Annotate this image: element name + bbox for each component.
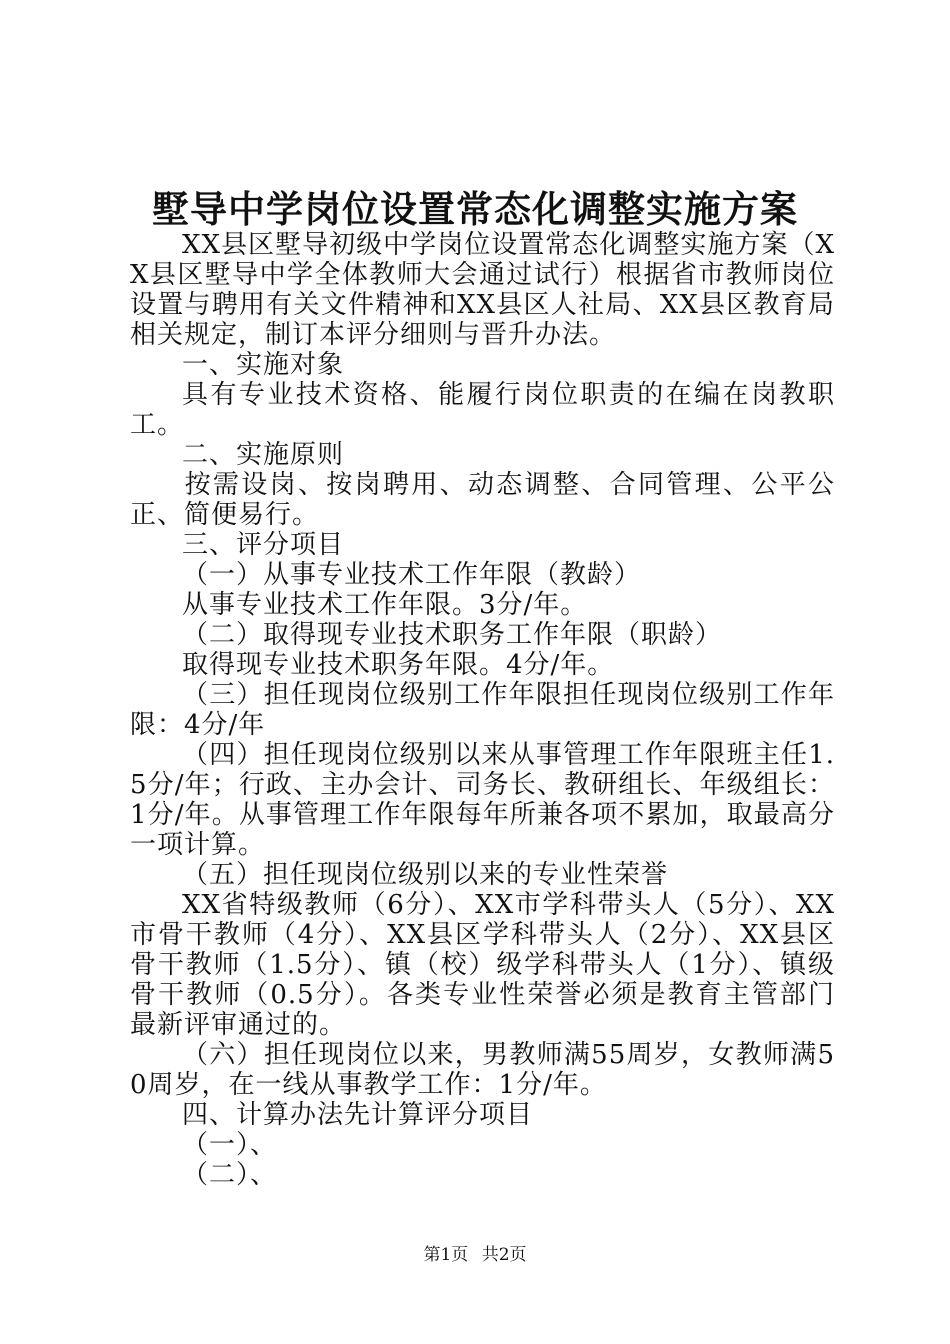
subheading-3: （三）担任现岗位级别工作年限担任现岗位级别工作年限：4分/年 — [130, 680, 835, 740]
paragraph-item-2: 取得现专业技术职务年限。4分/年。 — [182, 650, 615, 680]
paragraph-item-1: 从事专业技术工作年限。3分/年。 — [182, 590, 588, 620]
paragraph-honors: XX省特级教师（6分）、XX市学科带头人（5分）、XX市骨干教师（4分）、XX县区学科带头人（2分）、XX县区骨干教师（1.5分）、镇（校）级学科带头人（1分）、镇级骨干教师（0.5分）。各类专业性荣誉必须是教育主管部门最新评审通过的。 — [130, 890, 835, 1040]
page-total: 共2页 — [481, 1245, 527, 1265]
section-heading-3: 三、评分项目 — [182, 530, 345, 560]
paragraph-principle: 按需设岗、按岗聘用、动态调整、合同管理、公平公正、简便易行。 — [130, 470, 835, 530]
subheading-4: （四）担任现岗位级别以来从事管理工作年限班主任1.5分/年；行政、主办会计、司务长、教研组长、年级组长：1分/年。从事管理工作年限每年所兼各项不累加，取最高分一项计算。 — [130, 740, 835, 860]
section-heading-1: 一、实施对象 — [182, 350, 345, 380]
subheading-2: （二）取得现专业技术职务工作年限（职龄） — [182, 620, 723, 650]
paragraph-target: 具有专业技术资格、能履行岗位职责的在编在岗教职工。 — [130, 380, 835, 440]
subheading-1: （一）从事专业技术工作年限（教龄） — [182, 560, 642, 590]
document-title: 墅导中学岗位设置常态化调整实施方案 — [152, 187, 798, 231]
list-item-2: （二）、 — [182, 1160, 278, 1190]
section-heading-4: 四、计算办法先计算评分项目 — [182, 1100, 534, 1130]
subheading-6: （六）担任现岗位以来，男教师满55周岁，女教师满50周岁，在一线从事教学工作：1分/年。 — [130, 1040, 835, 1100]
document-body — [130, 230, 835, 1190]
intro-paragraph: XX县区墅导初级中学岗位设置常态化调整实施方案（XX县区墅导中学全体教师大会通过试行）根据省市教师岗位设置与聘用有关文件精神和XX县区人社局、XX县区教育局相关规定，制订本评分细则与晋升办法。 — [130, 230, 835, 350]
subheading-5: （五）担任现岗位级别以来的专业性荣誉 — [182, 860, 669, 890]
section-heading-2: 二、实施原则 — [182, 440, 345, 470]
page-footer — [0, 1243, 950, 1267]
page-number: 第1页 — [423, 1245, 469, 1265]
list-item-1: （一）、 — [182, 1130, 278, 1160]
